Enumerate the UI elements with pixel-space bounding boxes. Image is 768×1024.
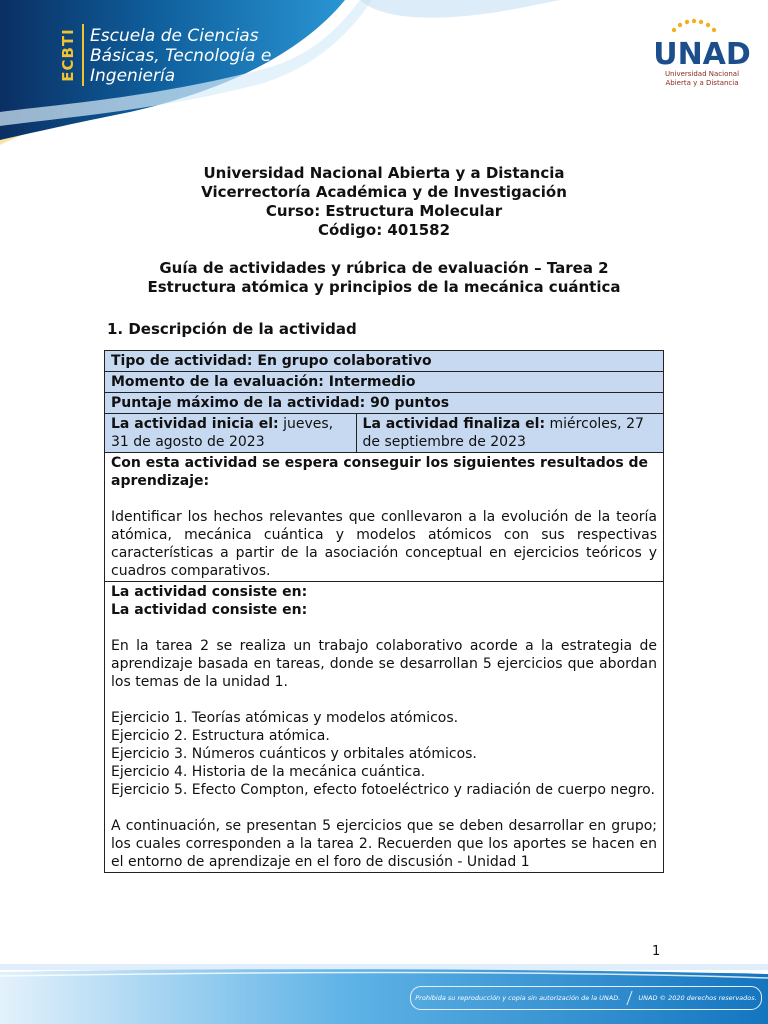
exercise-item: Ejercicio 5. Efecto Compton, efecto fotoeléctrico y radiación de cuerpo negro. <box>111 782 655 798</box>
evaluation-moment-cell: Momento de la evaluación: Intermedio <box>105 372 664 393</box>
footer-notice <box>410 986 762 1010</box>
learning-outcomes-heading: Con esta actividad se espera conseguir los siguientes resultados de aprendizaje: <box>111 455 649 489</box>
university-name: Universidad Nacional Abierta y a Distancia <box>203 164 565 182</box>
start-date-value: jueves, 31 de agosto de 2023 <box>111 416 334 450</box>
activity-description-cell <box>105 582 664 873</box>
guide-title-block <box>0 259 768 297</box>
table-row <box>105 351 664 372</box>
activity-consists-heading-1: La actividad consiste en: <box>111 584 308 600</box>
table-row <box>105 372 664 393</box>
page-header <box>0 0 768 160</box>
course-name: Curso: Estructura Molecular <box>265 202 503 220</box>
section-heading: 1. Descripción de la actividad <box>107 320 357 338</box>
exercise-item: Ejercicio 3. Números cuánticos y orbitales atómicos. <box>111 746 477 762</box>
activity-consists-heading-2: La actividad consiste en: <box>111 602 308 618</box>
learning-outcomes-text: Identificar los hechos relevantes que conllevaron a la evolución de la teoría atómica, mecánica cuántica y modelos atómicos con sus respectivas características a partir de la asociación conceptual en ejercicios teóricos y cuadros comparativos. <box>111 509 657 579</box>
start-date-cell <box>105 414 357 453</box>
table-row <box>105 393 664 414</box>
unad-logo-subtitle: Universidad Nacional Abierta y a Distancia <box>664 70 740 87</box>
exercise-item: Ejercicio 2. Estructura atómica. <box>111 728 330 744</box>
table-row <box>105 414 664 453</box>
unad-logo-mark <box>652 18 752 70</box>
end-date-label: La actividad finaliza el: <box>362 416 546 432</box>
exercise-item: Ejercicio 1. Teorías atómicas y modelos atómicos. <box>111 710 459 726</box>
learning-outcomes-cell <box>105 453 664 582</box>
activity-type-cell: Tipo de actividad: En grupo colaborativo <box>105 351 664 372</box>
page-footer <box>0 964 768 1024</box>
institution-block <box>0 164 768 240</box>
ecbti-vertical-label: ECBTI <box>59 28 78 82</box>
school-name <box>90 26 271 86</box>
footer-copy-notice: Prohibida su reproducción y copia sin autorización de la UNAD. <box>415 994 621 1002</box>
footer-rights-notice: UNAD © 2020 derechos reservados. <box>638 994 757 1002</box>
table-row <box>105 453 664 582</box>
max-score-cell: Puntaje máximo de la actividad: 90 puntos <box>105 393 664 414</box>
end-date-cell <box>356 414 663 453</box>
closing-text: A continuación, se presentan 5 ejercicios que se deben desarrollar en grupo; los cuales corresponden a la tarea 2. Recuerden que los aportes se hacen en el entorno de aprendizaje en el foro de discusión - Unidad 1 <box>111 818 657 870</box>
unad-logo <box>652 18 752 98</box>
vice-rectory: Vicerrectoría Académica y de Investigación <box>201 183 567 201</box>
footer-separator <box>626 991 632 1005</box>
table-row <box>105 582 664 873</box>
exercise-item: Ejercicio 4. Historia de la mecánica cuántica. <box>111 764 426 780</box>
school-name-line-3: Ingeniería <box>90 66 176 86</box>
guide-title-line-2: Estructura atómica y principios de la mecánica cuántica <box>147 278 621 296</box>
activity-table <box>104 350 664 873</box>
unad-logo-text: UNAD <box>653 37 751 70</box>
page-number: 1 <box>652 944 661 959</box>
guide-title-line-1: Guía de actividades y rúbrica de evaluación – Tarea 2 <box>159 259 609 277</box>
end-date-value: miércoles, 27 de septiembre de 2023 <box>362 416 644 450</box>
school-name-line-2: Básicas, Tecnología e <box>90 46 272 66</box>
start-date-label: La actividad inicia el: <box>111 416 279 432</box>
header-divider <box>82 24 84 86</box>
course-code: Código: 401582 <box>317 221 451 239</box>
school-name-line-1: Escuela de Ciencias <box>90 26 259 46</box>
activity-intro-text: En la tarea 2 se realiza un trabajo colaborativo acorde a la estrategia de aprendizaje basada en tareas, donde se desarrollan 5 ejercicios que abordan los temas de la unidad 1. <box>111 638 657 690</box>
